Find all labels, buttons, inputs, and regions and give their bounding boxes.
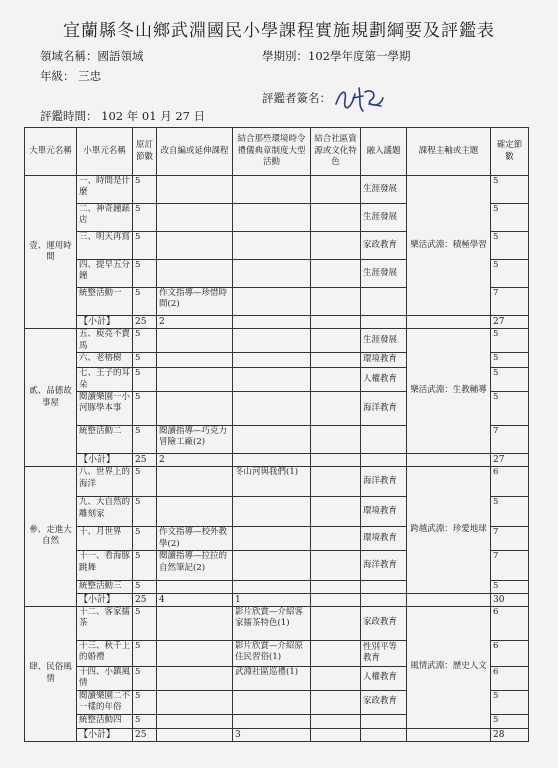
integrate-issue: 海洋教育: [361, 392, 407, 426]
subtotal-adapt: 4: [157, 593, 233, 606]
integrate-issue: 人權教育: [361, 666, 407, 690]
header-confirmed: 確定節數: [491, 128, 529, 176]
integrate-issue: [361, 581, 407, 593]
orig-periods: 5: [133, 232, 157, 260]
integrate-issue: 生涯發展: [361, 204, 407, 232]
integrate-issue: 生涯發展: [361, 329, 407, 353]
integrate-issue: [361, 714, 407, 728]
adapt-course: [157, 329, 233, 353]
community-resource: [311, 232, 361, 260]
community-resource: [311, 581, 361, 593]
grade-label: 年級： 三忠: [40, 69, 102, 83]
subtotal-issue: [361, 728, 407, 741]
confirmed-periods: 5: [491, 497, 529, 527]
subtotal-confirmed: 28: [491, 728, 529, 741]
adapt-course: [157, 368, 233, 392]
combine-activity: 影片欣賞—介紹原住民習俗(1): [233, 640, 311, 666]
orig-periods: 5: [133, 551, 157, 581]
header-integrate: 融入議題: [361, 128, 407, 176]
combine-activity: [233, 260, 311, 288]
adapt-course: [157, 714, 233, 728]
subtotal-label: 【小計】: [77, 316, 133, 329]
table-row: [25, 329, 529, 353]
orig-periods: 5: [133, 288, 157, 316]
combine-activity: [233, 176, 311, 204]
adapt-course: [157, 392, 233, 426]
confirmed-periods: 6: [491, 640, 529, 666]
adapt-course: 閱讀指導—拉拉的自然筆記(2): [157, 551, 233, 581]
subtotal-combine: [233, 316, 311, 329]
header-combine: 結合那些環境時令禮儀典章制度大型活動: [233, 128, 311, 176]
subtotal-community: [311, 316, 361, 329]
subtotal-confirmed: 27: [491, 316, 529, 329]
subtotal-combine: 3: [233, 728, 311, 741]
domain-label: 領域名稱：國語領域: [40, 49, 144, 63]
small-unit-name: 六、老榕樹: [77, 353, 133, 368]
subtotal-adapt: [157, 728, 233, 741]
curriculum-table: [24, 127, 529, 742]
adapt-course: [157, 232, 233, 260]
confirmed-periods: 5: [491, 690, 529, 714]
combine-activity: [233, 551, 311, 581]
subtotal-label: 【小計】: [77, 454, 133, 467]
integrate-issue: [361, 288, 407, 316]
header-row: [25, 128, 529, 176]
small-unit-name: 十、月世界: [77, 527, 133, 551]
subtotal-row: [25, 728, 529, 741]
header-axis: 課程主軸或主題: [407, 128, 491, 176]
adapt-course: [157, 581, 233, 593]
combine-activity: [233, 690, 311, 714]
confirmed-periods: 7: [491, 527, 529, 551]
course-theme: 樂活武淵：生教輔導: [407, 329, 491, 454]
community-resource: [311, 353, 361, 368]
adapt-course: 閱讀指導—巧克力冒險工廠(2): [157, 426, 233, 454]
semester-label: 學期別：102學年度第一學期: [262, 49, 411, 63]
community-resource: [311, 392, 361, 426]
orig-periods: 5: [133, 353, 157, 368]
orig-periods: 5: [133, 260, 157, 288]
community-resource: [311, 606, 361, 640]
small-unit-name: 統整活動二: [77, 426, 133, 454]
header-small-unit: 小單元名稱: [77, 128, 133, 176]
confirmed-periods: 7: [491, 551, 529, 581]
adapt-course: [157, 467, 233, 497]
small-unit-name: 一、時間是什麼: [77, 176, 133, 204]
confirmed-periods: 7: [491, 426, 529, 454]
small-unit-name: 十三、秋千上的婚禮: [77, 640, 133, 666]
header-big-unit: 大單元名稱: [25, 128, 77, 176]
integrate-issue: [361, 426, 407, 454]
community-resource: [311, 527, 361, 551]
header-orig-periods: 原訂節數: [133, 128, 157, 176]
subtotal-theme: [407, 454, 491, 467]
community-resource: [311, 426, 361, 454]
community-resource: [311, 640, 361, 666]
table-row: [25, 467, 529, 497]
small-unit-name: 九、大自然的雕刻家: [77, 497, 133, 527]
integrate-issue: 海洋教育: [361, 467, 407, 497]
integrate-issue: 生涯發展: [361, 176, 407, 204]
adapt-course: [157, 204, 233, 232]
orig-periods: 5: [133, 666, 157, 690]
community-resource: [311, 329, 361, 353]
small-unit-name: 十一、看海豚跳舞: [77, 551, 133, 581]
confirmed-periods: 5: [491, 232, 529, 260]
evaluator-label: 評鑑者簽名：: [262, 91, 331, 105]
community-resource: [311, 288, 361, 316]
small-unit-name: 十四、小鎮風情: [77, 666, 133, 690]
small-unit-name: 閱讀樂園二不一樣的年俗: [77, 690, 133, 714]
combine-activity: [233, 426, 311, 454]
big-unit-name: 壹、運用時間: [25, 176, 77, 329]
combine-activity: [233, 353, 311, 368]
combine-activity: 影片欣賞—介紹客家擂茶特色(1): [233, 606, 311, 640]
integrate-issue: 家政教育: [361, 232, 407, 260]
table-row: [25, 176, 529, 204]
subtotal-theme: [407, 316, 491, 329]
big-unit-name: 貳、品德故事屋: [25, 329, 77, 467]
integrate-issue: 性別平等教育: [361, 640, 407, 666]
course-theme: 風情武淵：歷史人文: [407, 606, 491, 728]
orig-periods: 5: [133, 690, 157, 714]
subtotal-row: [25, 454, 529, 467]
community-resource: [311, 204, 361, 232]
combine-activity: [233, 714, 311, 728]
community-resource: [311, 690, 361, 714]
combine-activity: [233, 368, 311, 392]
header-community: 結合社區資源或文化特色: [311, 128, 361, 176]
small-unit-name: 三、明天再寫: [77, 232, 133, 260]
combine-activity: [233, 329, 311, 353]
small-unit-name: 四、提早五分鐘: [77, 260, 133, 288]
orig-periods: 5: [133, 640, 157, 666]
orig-periods: 5: [133, 714, 157, 728]
confirmed-periods: 5: [491, 176, 529, 204]
small-unit-name: 統整活動三: [77, 581, 133, 593]
adapt-course: 作文指導—珍惜時間(2): [157, 288, 233, 316]
subtotal-label: 【小計】: [77, 593, 133, 606]
combine-activity: [233, 497, 311, 527]
adapt-course: [157, 690, 233, 714]
combine-activity: [233, 204, 311, 232]
subtotal-combine: 1: [233, 593, 311, 606]
orig-periods: 5: [133, 606, 157, 640]
confirmed-periods: 5: [491, 581, 529, 593]
small-unit-name: 八、世界上的海洋: [77, 467, 133, 497]
confirmed-periods: 5: [491, 329, 529, 353]
page-title: 宜蘭縣冬山鄉武淵國民小學課程實施規劃綱要及評鑑表: [63, 21, 495, 41]
subtotal-orig: 25: [133, 454, 157, 467]
subtotal-combine: [233, 454, 311, 467]
subtotal-confirmed: 27: [491, 454, 529, 467]
small-unit-name: 統整活動一: [77, 288, 133, 316]
integrate-issue: 家政教育: [361, 606, 407, 640]
adapt-course: [157, 640, 233, 666]
big-unit-name: 肆、民俗風情: [25, 606, 77, 741]
orig-periods: 5: [133, 527, 157, 551]
subtotal-issue: [361, 593, 407, 606]
adapt-course: [157, 353, 233, 368]
subtotal-label: 【小計】: [77, 728, 133, 741]
integrate-issue: 生涯發展: [361, 260, 407, 288]
community-resource: [311, 368, 361, 392]
community-resource: [311, 176, 361, 204]
integrate-issue: 環境教育: [361, 527, 407, 551]
header-adapt: 改自編或延伸課程: [157, 128, 233, 176]
community-resource: [311, 260, 361, 288]
subtotal-theme: [407, 728, 491, 741]
orig-periods: 5: [133, 392, 157, 426]
subtotal-theme: [407, 593, 491, 606]
evaluation-date: 評鑑時間： 102 年 01 月 27 日: [40, 109, 206, 123]
small-unit-name: 統整活動四: [77, 714, 133, 728]
combine-activity: [233, 527, 311, 551]
subtotal-orig: 25: [133, 316, 157, 329]
table-row: [25, 606, 529, 640]
orig-periods: 5: [133, 329, 157, 353]
subtotal-community: [311, 454, 361, 467]
combine-activity: [233, 581, 311, 593]
adapt-course: [157, 606, 233, 640]
subtotal-adapt: 2: [157, 316, 233, 329]
orig-periods: 5: [133, 204, 157, 232]
subtotal-community: [311, 728, 361, 741]
orig-periods: 5: [133, 426, 157, 454]
adapt-course: [157, 497, 233, 527]
adapt-course: 作文指導—校外教學(2): [157, 527, 233, 551]
course-theme: 樂活武淵：積極學習: [407, 176, 491, 316]
confirmed-periods: 6: [491, 606, 529, 640]
evaluator-signature: [333, 84, 385, 114]
subtotal-community: [311, 593, 361, 606]
confirmed-periods: 5: [491, 260, 529, 288]
combine-activity: [233, 232, 311, 260]
small-unit-name: 十二、客家擂茶: [77, 606, 133, 640]
subtotal-row: [25, 593, 529, 606]
adapt-course: [157, 666, 233, 690]
community-resource: [311, 666, 361, 690]
community-resource: [311, 714, 361, 728]
orig-periods: 5: [133, 497, 157, 527]
community-resource: [311, 497, 361, 527]
orig-periods: 5: [133, 368, 157, 392]
confirmed-periods: 5: [491, 368, 529, 392]
integrate-issue: 海洋教育: [361, 551, 407, 581]
combine-activity: [233, 288, 311, 316]
community-resource: [311, 467, 361, 497]
orig-periods: 5: [133, 176, 157, 204]
subtotal-row: [25, 316, 529, 329]
adapt-course: [157, 260, 233, 288]
integrate-issue: 環境教育: [361, 497, 407, 527]
integrate-issue: 環境教育: [361, 353, 407, 368]
subtotal-issue: [361, 316, 407, 329]
community-resource: [311, 551, 361, 581]
integrate-issue: 家政教育: [361, 690, 407, 714]
combine-activity: [233, 392, 311, 426]
subtotal-confirmed: 30: [491, 593, 529, 606]
subtotal-issue: [361, 454, 407, 467]
big-unit-name: 參、走進大自然: [25, 467, 77, 607]
confirmed-periods: 5: [491, 353, 529, 368]
small-unit-name: 五、庾亮不賣馬: [77, 329, 133, 353]
small-unit-name: 二、神奇鐘錶店: [77, 204, 133, 232]
combine-activity: 武淵社區巡禮(1): [233, 666, 311, 690]
small-unit-name: 七、王子的耳朵: [77, 368, 133, 392]
confirmed-periods: 5: [491, 714, 529, 728]
orig-periods: 5: [133, 467, 157, 497]
confirmed-periods: 5: [491, 204, 529, 232]
small-unit-name: 閱讀樂園一小河豚學本事: [77, 392, 133, 426]
subtotal-orig: 25: [133, 728, 157, 741]
subtotal-orig: 25: [133, 593, 157, 606]
adapt-course: [157, 176, 233, 204]
course-theme: 跨越武淵：珍愛地球: [407, 467, 491, 593]
confirmed-periods: 5: [491, 392, 529, 426]
confirmed-periods: 6: [491, 467, 529, 497]
confirmed-periods: 7: [491, 288, 529, 316]
confirmed-periods: 6: [491, 666, 529, 690]
subtotal-adapt: 2: [157, 454, 233, 467]
combine-activity: 冬山河與我們(1): [233, 467, 311, 497]
orig-periods: 5: [133, 581, 157, 593]
integrate-issue: 人權教育: [361, 368, 407, 392]
